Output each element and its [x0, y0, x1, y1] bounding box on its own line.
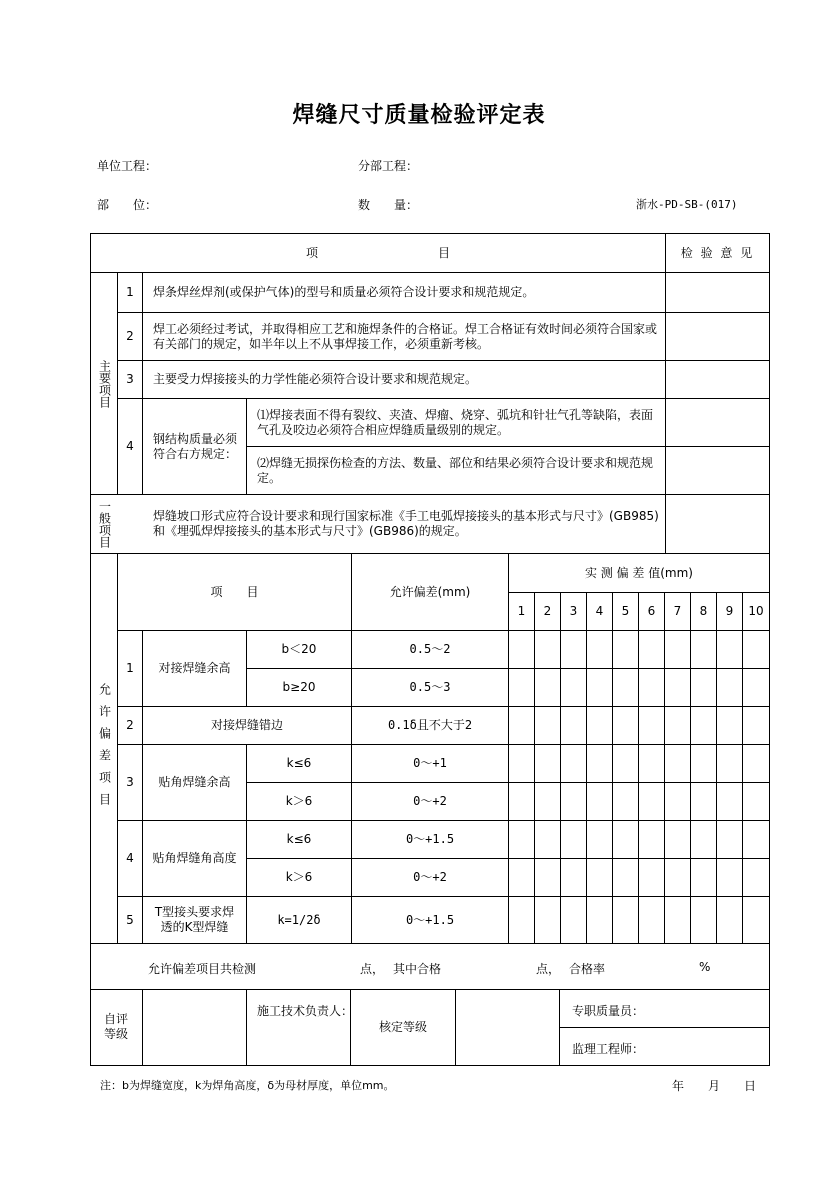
point-number: 1 [517, 604, 526, 618]
summary-checked: 允许偏差项目共检测 [148, 962, 257, 976]
qa-label: 专职质量员： [572, 1004, 645, 1018]
tolerance-row-allow: 0.5～3 [409, 680, 451, 694]
tolerance-row-allow: 0～+2 [413, 870, 447, 884]
main-item-text: 主要受力焊接接头的力学性能必须符合设计要求和规范规定。 [153, 372, 478, 386]
summary-points: 点， [360, 962, 385, 976]
tolerance-row-no: 5 [126, 912, 134, 927]
tolerance-row-no: 3 [126, 775, 134, 789]
point-number: 5 [621, 604, 630, 618]
summary-points-2: 点， [536, 962, 561, 976]
main-item-no: 3 [126, 372, 134, 386]
main-items-label: 主要项目 [97, 359, 112, 408]
point-number: 2 [543, 604, 552, 618]
tolerance-row-allow: 0～+1 [413, 756, 447, 770]
tolerance-row-allow: 0～+2 [413, 794, 447, 808]
summary-percent: % [699, 960, 711, 974]
tolerance-row-condition: k≤6 [286, 832, 312, 846]
point-number: 10 [748, 604, 764, 618]
tolerance-row-allow: 0～+1.5 [405, 912, 455, 927]
tolerance-row-condition: k＞6 [285, 794, 313, 808]
tolerance-row-name: T型接头要求焊透的K型焊缝 [154, 905, 235, 934]
form-code: 浙水-PD-SB-(017) [636, 198, 738, 211]
main-item-subtext: ⑴焊接表面不得有裂纹、夹渣、焊瘤、烧穿、弧坑和针壮气孔等缺陷，表面气孔及咬边必须符合相应焊缝质量级别的规定。 [257, 407, 654, 437]
opinion-column-header: 检 验 意 见 [680, 245, 755, 260]
supervisor-label: 监理工程师： [572, 1042, 645, 1056]
page-title: 焊缝尺寸质量检验评定表 [292, 103, 546, 128]
main-item-no: 2 [126, 329, 134, 343]
general-item-text: 焊缝坡口形式应符合设计要求和现行国家标准《手工电弧焊接接头的基本形式与尺寸》(GB985)和《埋弧焊焊接接头的基本形式与尺寸》(GB986)的规定。 [153, 509, 659, 538]
tolerance-row-no: 1 [126, 661, 134, 675]
main-item-no: 1 [126, 285, 134, 299]
tolerance-row-condition: k＞6 [285, 870, 313, 884]
tolerance-row-name: 贴角焊缝角高度 [152, 851, 237, 865]
point-number: 3 [569, 604, 578, 618]
tolerance-row-name: 对接焊缝错边 [210, 718, 283, 732]
measured-deviation-header: 实 测 偏 差 值(mm) [584, 565, 693, 580]
tolerance-row-condition: b＜20 [281, 642, 317, 656]
main-item-text: 钢结构质量必须符合右方规定： [153, 431, 238, 461]
verified-grade-label: 核定等级 [378, 1020, 427, 1034]
tolerance-row-condition: k≤6 [286, 756, 312, 770]
tolerance-row-name: 对接焊缝余高 [158, 661, 231, 675]
quantity-label: 数 量： [358, 198, 419, 212]
tolerance-row-allow: 0～+1.5 [405, 832, 455, 846]
sub-project-label: 分部工程： [358, 159, 419, 173]
tolerance-item-header: 项 目 [210, 584, 259, 599]
self-eval-label: 自评等级 [103, 1012, 128, 1041]
tolerance-row-allow: 0.1δ且不大于2 [387, 718, 473, 732]
main-item-no: 4 [126, 439, 134, 453]
tolerance-row-allow: 0.5～2 [409, 642, 451, 656]
main-item-subtext: ⑵焊缝无损探伤检查的方法、数量、部位和结果必须符合设计要求和规范规定。 [257, 455, 654, 485]
main-item-text: 焊条焊丝焊剂(或保护气体)的型号和质量必须符合设计要求和规范规定。 [153, 285, 535, 299]
tolerance-row-no: 2 [126, 718, 134, 732]
tolerance-row-no: 4 [126, 851, 134, 865]
point-number: 9 [725, 604, 734, 618]
tolerance-row-condition: b≥20 [282, 680, 316, 694]
tolerance-row-name: 贴角焊缝余高 [158, 775, 231, 789]
item-column-header: 项 目 [305, 245, 450, 260]
point-number: 6 [647, 604, 656, 618]
tolerance-allow-header: 允许偏差(mm) [389, 584, 471, 599]
main-item-text: 焊工必须经过考试，并取得相应工艺和施焊条件的合格证。焊工合格证有效时间必须符合国家或有关部门的规定，如半年以上不从事焊接工作，必须重新考核。 [153, 321, 658, 351]
footnote: 注：b为焊缝宽度，k为焊角高度，δ为母材厚度，单位mm。 [100, 1079, 395, 1092]
point-number: 7 [673, 604, 682, 618]
unit-project-label: 单位工程： [97, 159, 158, 173]
tolerance-items-label: 允许偏差项目 [97, 682, 112, 815]
general-items-label: 一般项目 [97, 500, 112, 548]
tech-lead-label: 施工技术负责人： [257, 1004, 354, 1018]
tolerance-row-condition: k=1/2δ [277, 912, 321, 927]
summary-of-which: 其中合格 [393, 962, 442, 976]
point-number: 4 [595, 604, 604, 618]
location-label: 部 位： [97, 198, 158, 212]
summary-rate: 合格率 [569, 962, 606, 976]
point-number: 8 [699, 604, 708, 618]
date-label: 年 月 日 [672, 1079, 757, 1093]
